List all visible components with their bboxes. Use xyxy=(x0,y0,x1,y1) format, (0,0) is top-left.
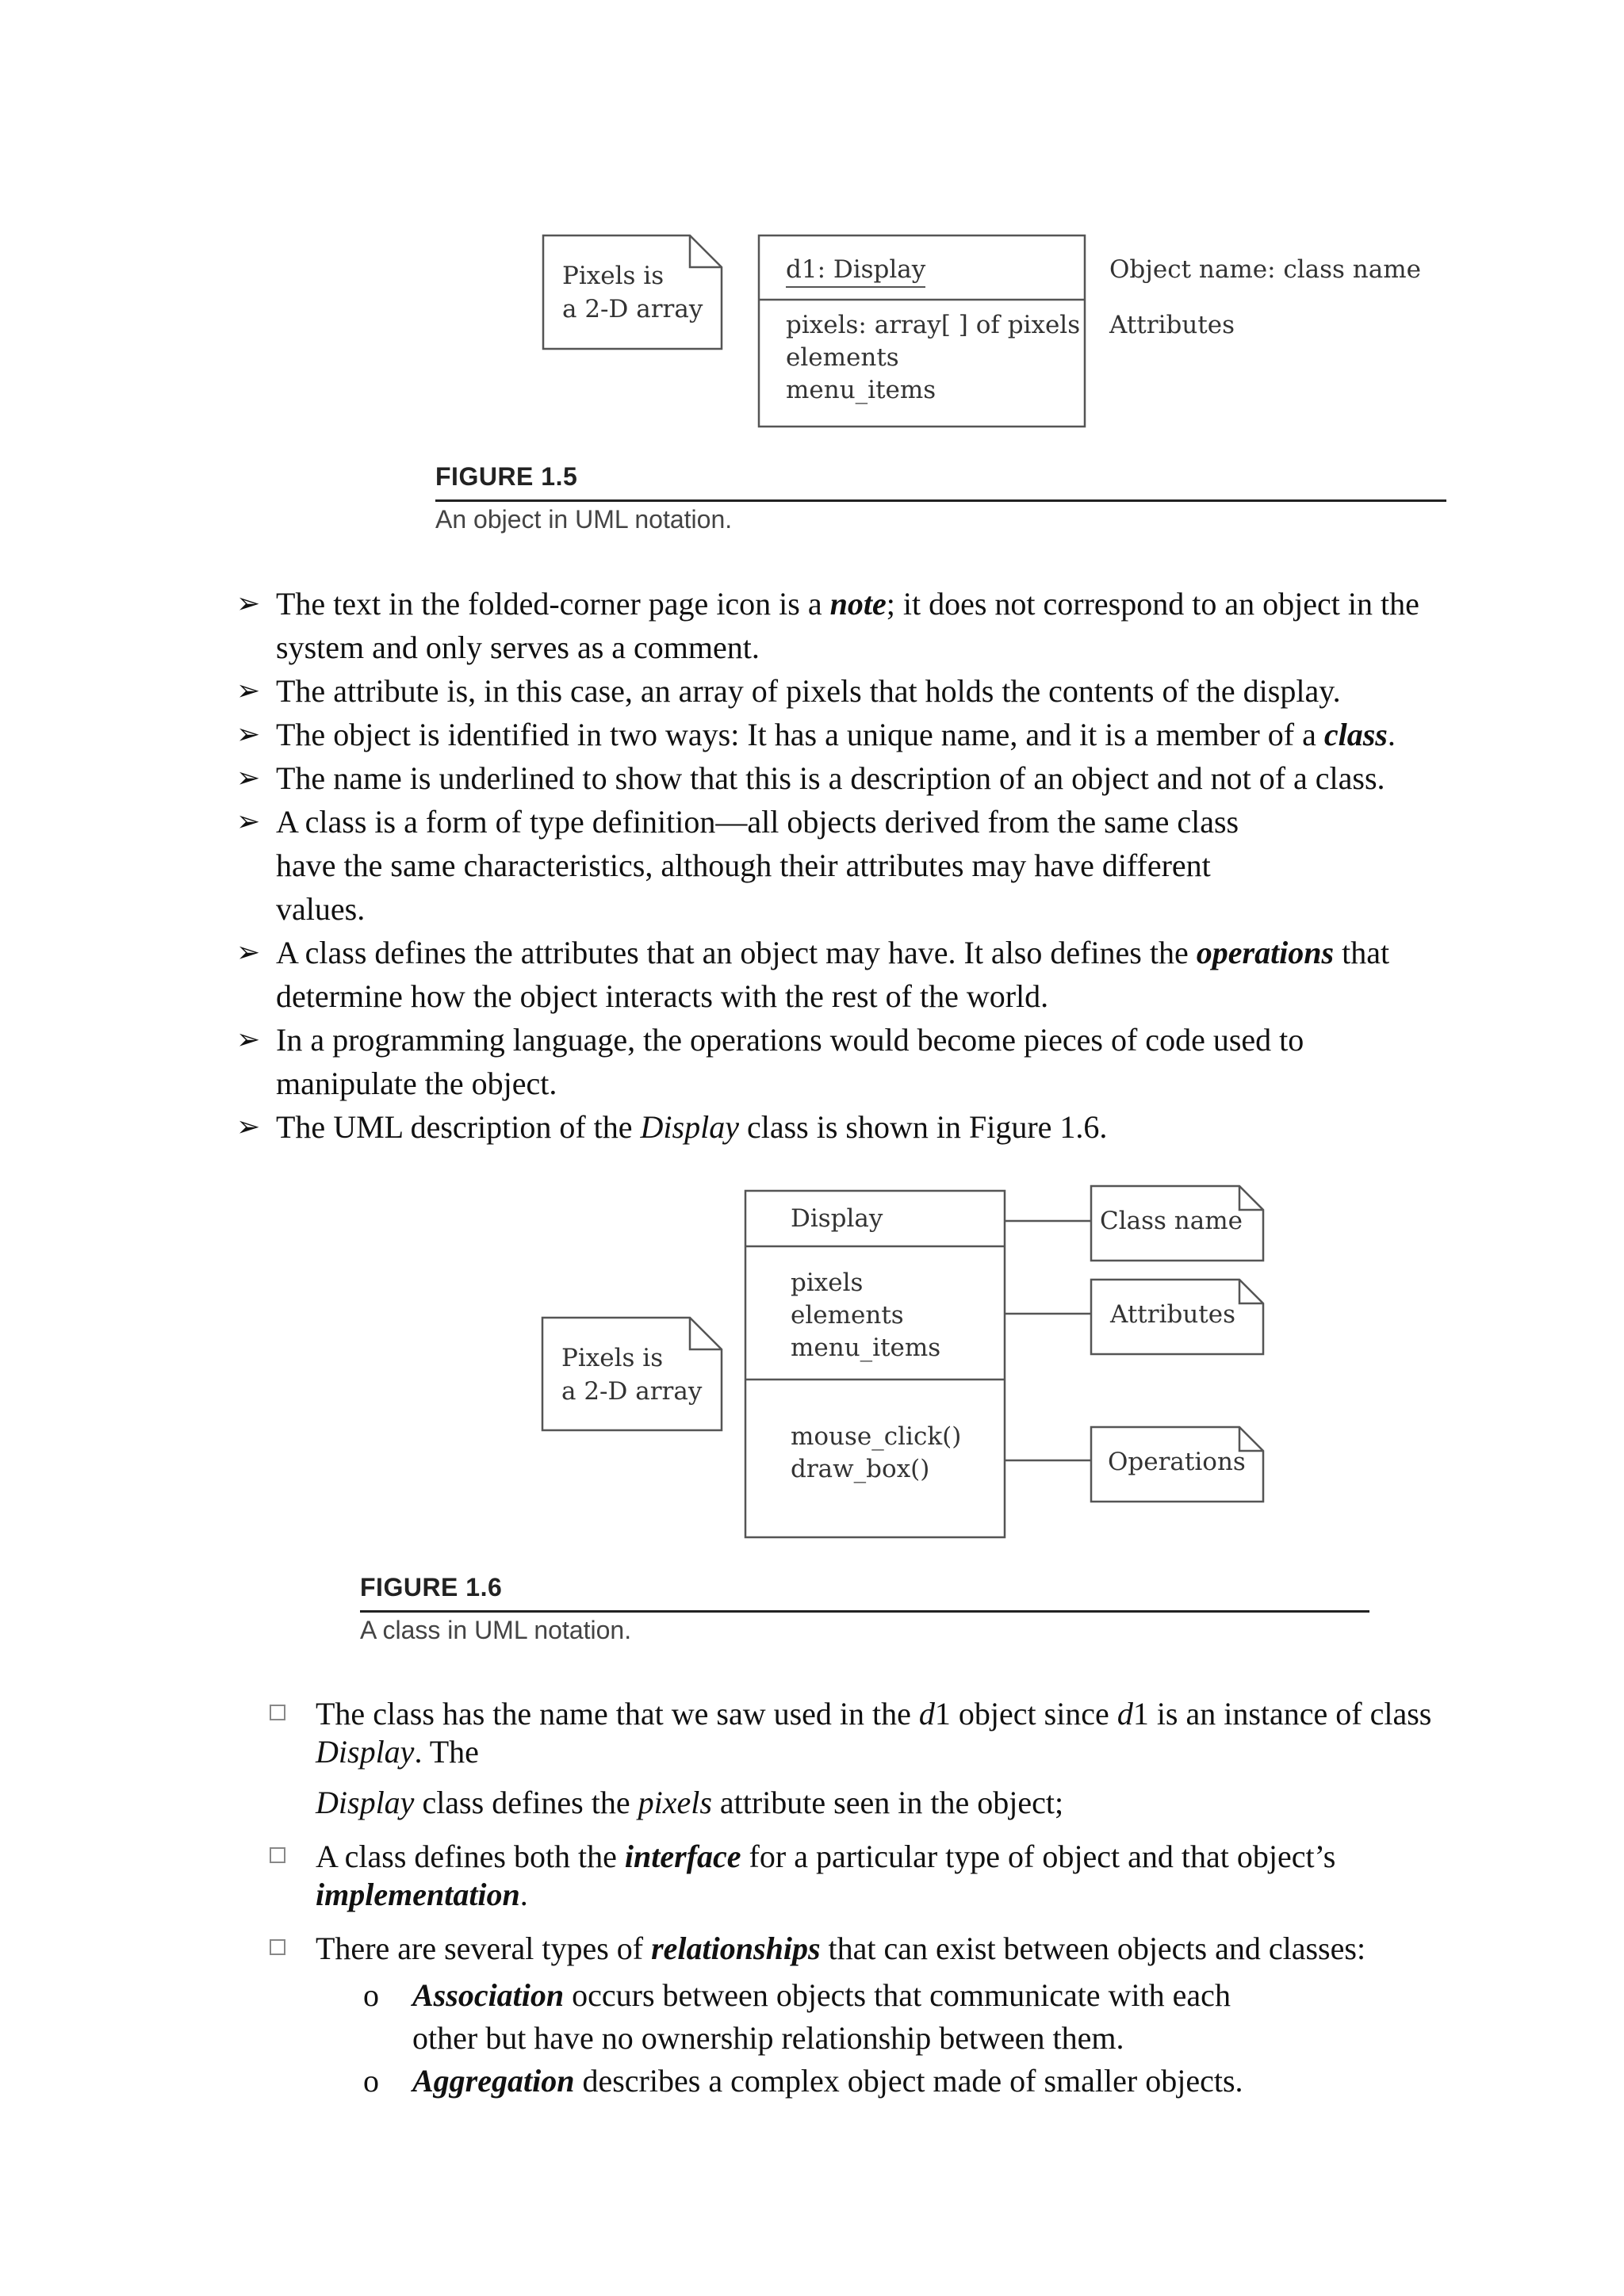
note-text-line1: Pixels is xyxy=(562,262,665,290)
note-shape xyxy=(542,1318,722,1430)
note-text-line2: a 2-D array xyxy=(562,295,703,323)
class-attr-3: menu_items xyxy=(791,1334,941,1362)
list-item: There are several types of relationships that can exist between objects and classes: o Association occurs between objects that communicate with each other but have no ownership relationship between them. o Aggregation describes a complex object made of smaller objects. xyxy=(266,1930,1503,2103)
square-bullet-icon xyxy=(270,1847,285,1863)
circle-bullet-icon: o xyxy=(363,1977,379,2013)
list-item: The class has the name that we saw used in the d1 object since d1 is an instance of class Display. The Display class defines the pixels attribute seen in the object; xyxy=(266,1695,1503,1822)
figure-1-5-caption: An object in UML notation. xyxy=(435,505,733,534)
square-bullet-icon xyxy=(270,1939,285,1955)
note-shape xyxy=(543,235,722,349)
square-bullet-icon xyxy=(270,1705,285,1720)
sub-list xyxy=(316,1974,1503,2103)
square-bullet-list xyxy=(266,1695,1503,2118)
arrow-bullet-icon: ➢ xyxy=(236,675,261,707)
side-note-class-name: Class name xyxy=(1100,1207,1243,1235)
class-attr-2: elements xyxy=(791,1301,904,1330)
note-text-line2: a 2-D array xyxy=(561,1377,703,1406)
figure-1-6-rule xyxy=(360,1610,1369,1613)
object-attr-1: pixels: array[ ] of pixels xyxy=(786,311,1081,339)
class-op-2: draw_box() xyxy=(791,1455,930,1483)
side-note-attributes: Attributes xyxy=(1110,1300,1236,1329)
arrow-bullet-icon: ➢ xyxy=(236,587,261,620)
sub-list-item: o Aggregation describes a complex object made of smaller objects. xyxy=(363,2060,1503,2103)
figure-1-5-diagram xyxy=(0,0,1624,444)
object-name: d1: Display xyxy=(786,255,926,284)
class-box xyxy=(745,1191,1005,1537)
figure-1-5-label: FIGURE 1.5 xyxy=(435,462,578,491)
class-attr-1: pixels xyxy=(791,1269,864,1297)
arrow-bullet-icon: ➢ xyxy=(236,1111,261,1143)
figure-1-6-diagram xyxy=(0,1165,1624,1554)
figure-1-5-rule xyxy=(435,499,1446,502)
side-label-attributes: Attributes xyxy=(1109,311,1235,339)
arrow-bullet-icon: ➢ xyxy=(236,936,261,969)
circle-bullet-icon: o xyxy=(363,2063,379,2099)
side-note-operations: Operations xyxy=(1108,1448,1246,1476)
arrow-bullet-icon: ➢ xyxy=(236,718,261,751)
list-item: ➢ A class is a form of type definition—all objects derived from the same class have the same characteristics, although their attributes may have different values. xyxy=(236,800,1251,931)
arrow-bullet-icon: ➢ xyxy=(236,806,261,838)
list-item: A class defines both the interface for a particular type of object and that object’s implementation. xyxy=(266,1838,1503,1914)
list-item: ➢ A class defines the attributes that an object may have. It also defines the operations that determine how the object interacts with the rest of the world. xyxy=(236,931,1473,1018)
list-item: ➢ In a programming language, the operations would become pieces of code used to manipulate the object. xyxy=(236,1018,1339,1105)
figure-1-6-caption: A class in UML notation. xyxy=(360,1616,632,1644)
arrow-bullet-icon: ➢ xyxy=(236,1024,261,1056)
list-item: ➢ The attribute is, in this case, an array of pixels that holds the contents of the display. xyxy=(236,669,1473,713)
side-label-object-name: Object name: class name xyxy=(1109,255,1421,284)
arrow-bullet-list xyxy=(236,582,1473,1149)
arrow-bullet-icon: ➢ xyxy=(236,762,261,794)
list-item: ➢ The object is identified in two ways: It has a unique name, and it is a member of a class. xyxy=(236,713,1473,756)
list-item: ➢ The text in the folded-corner page icon is a note; it does not correspond to an object in the system and only serves as a comment. xyxy=(236,582,1473,669)
object-attr-3: menu_items xyxy=(786,376,936,404)
list-item: ➢ The UML description of the Display class is shown in Figure 1.6. xyxy=(236,1105,1473,1149)
sub-list-item: o Association occurs between objects that communicate with each other but have no ownership relationship between them. xyxy=(363,1974,1269,2060)
class-name: Display xyxy=(791,1204,883,1233)
object-attr-2: elements xyxy=(786,343,899,372)
note-text-line1: Pixels is xyxy=(561,1344,664,1372)
list-item: ➢ The name is underlined to show that this is a description of an object and not of a class. xyxy=(236,756,1473,800)
class-op-1: mouse_click() xyxy=(791,1422,962,1451)
figure-1-6-label: FIGURE 1.6 xyxy=(360,1573,503,1601)
